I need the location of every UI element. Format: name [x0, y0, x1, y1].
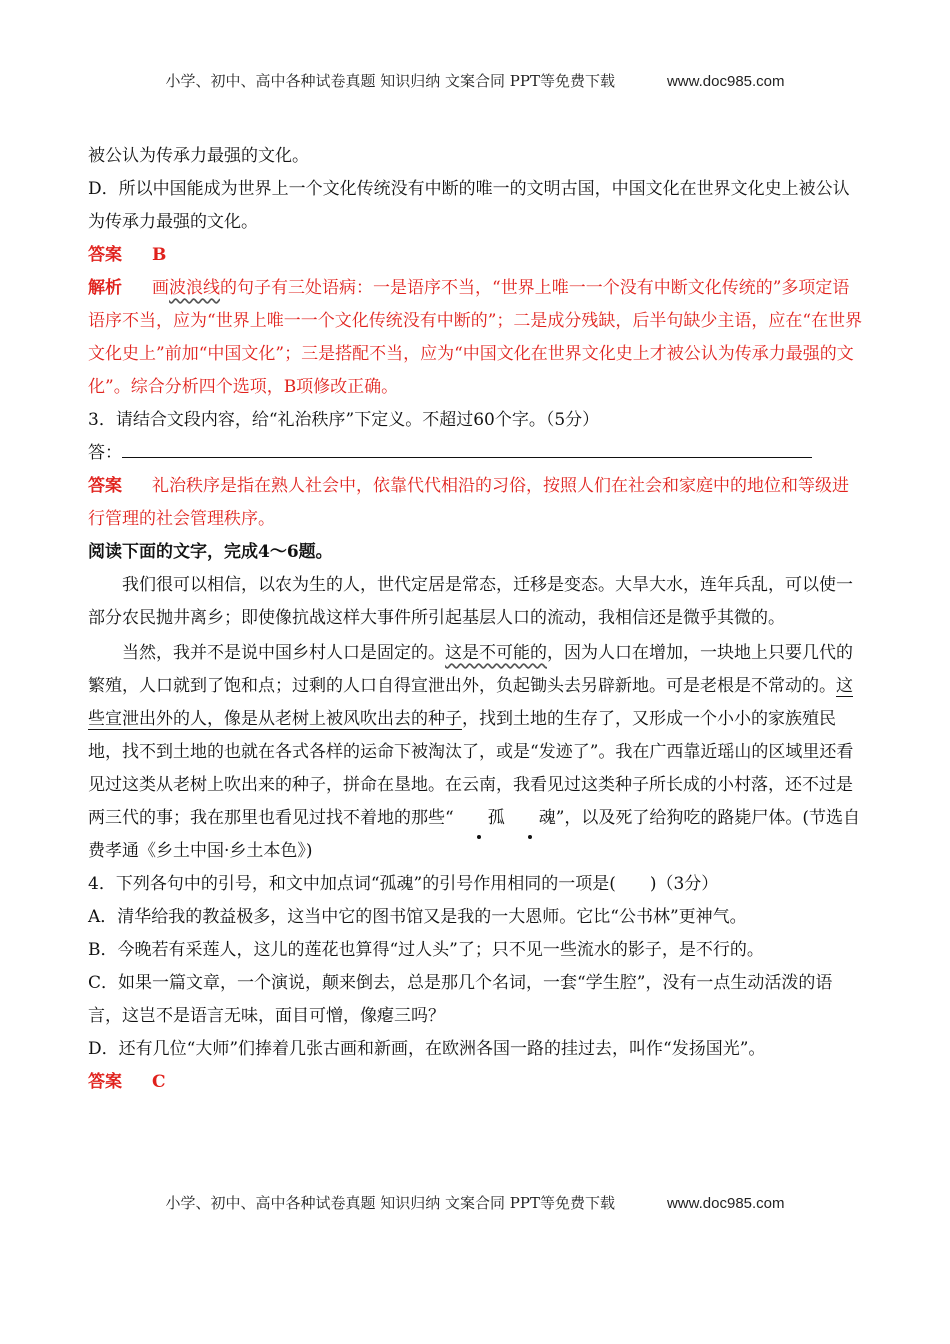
q4-option-d: D．还有几位“大师”们捧着几张古画和新画，在欧洲各国一路的挂过去，叫作“发扬国光”。: [88, 1039, 766, 1059]
reading-para-2: [88, 637, 864, 868]
q4-option-c: C．如果一篇文章，一个演说，颠来倒去，总是那几个名词，一套“学生腔”，没有一点生动活泼的语言，这岂不是语言无味，面目可憎，像瘪三吗？: [88, 973, 833, 1026]
para2-part-d: ”，以及死了给狗吃的路毙尸体。(节选自费孝通《乡土中国·乡土本色》): [88, 808, 861, 861]
analysis-text: 的句子有三处语病：一是语序不当，“世界上唯一一个没有中断文化传统的”多项定语语序不当，应为“世界上唯一一个文化传统没有中断的”；二是成分残缺，后半句缺少主语，应在“在世界文化史上”前加“中国文化”；三是搭配不当，应为“中国文化在世界文化史上才被公认为传承力最强的文化”。综合分析四个选项，B项修改正确。: [88, 278, 863, 397]
answer-blank[interactable]: [122, 437, 812, 458]
answer-text: 礼治秩序是指在熟人社会中，依靠代代相沿的习俗，按照人们在社会和家庭中的地位和等级进行管理的社会管理秩序。: [88, 476, 849, 529]
document-body: [88, 140, 864, 1099]
q2-option-c-tail: 被公认为传承力最强的文化。: [88, 146, 309, 166]
q2-analysis: [88, 272, 864, 404]
para2-part-b: ，因为人口在增加，一块地上只要几代的繁殖，人口就到了饱和点；过剩的人口自得宣泄出外，负起锄头去另辟新地。可是老根是不常动的。: [88, 643, 853, 696]
q2-option-d: D．所以中国能成为世界上一个文化传统没有中断的唯一的文明古国，中国文化在世界文化史上被公认为传承力最强的文化。: [88, 179, 850, 232]
q4-question: 4．下列各句中的引号，和文中加点词“孤魂”的引号作用相同的一项是( )（3分）: [88, 874, 719, 894]
analysis-pre: 画: [152, 278, 169, 298]
reading-instruction: 阅读下面的文字，完成4～6题。: [88, 542, 333, 562]
para2-underlined: 这些宣泄出外的人，像是从老树上被风吹出去的种子: [88, 676, 853, 729]
header-text: 小学、初中、高中各种试卷真题 知识归纳 文案合同 PPT等免费下载: [165, 72, 615, 90]
footer-site: www.doc985.com: [666, 1195, 785, 1212]
header-site: www.doc985.com: [666, 73, 785, 90]
answer-prefix: 答：: [88, 443, 122, 463]
para2-dotted-char-2: 魂: [505, 802, 556, 835]
answer-label: 答案: [88, 245, 122, 265]
para2-dotted-char-1: 孤: [454, 802, 505, 835]
para2-wavy: 这是不可能的: [445, 643, 547, 663]
answer-value: B: [152, 245, 167, 265]
analysis-wavy: 波浪线: [169, 278, 220, 298]
answer-label: 答案: [88, 1072, 122, 1092]
page-header: [0, 70, 950, 91]
q3-answer: [88, 470, 864, 536]
reading-para-1: 我们很可以相信，以农为生的人，世代定居是常态，迁移是变态。大旱大水，连年兵乱，可以使一部分农民抛井离乡；即使像抗战这样大事件所引起基层人口的流动，我相信还是微乎其微的。: [88, 575, 853, 628]
analysis-label: 解析: [88, 278, 122, 298]
q4-option-a: A．清华给我的教益极多，这当中它的图书馆又是我的一大恩师。它比“公书林”更神气。: [88, 907, 747, 927]
para2-part-a: 当然，我并不是说中国乡村人口是固定的。: [122, 643, 445, 663]
q3-question: 3．请结合文段内容，给“礼治秩序”下定义。不超过60个字。（5分）: [88, 410, 600, 430]
page-footer: [0, 1192, 950, 1213]
q4-option-b: B．今晚若有采莲人，这儿的莲花也算得“过人头”了；只不见一些流水的影子，是不行的。: [88, 940, 764, 960]
q4-answer: [88, 1066, 864, 1099]
footer-text: 小学、初中、高中各种试卷真题 知识归纳 文案合同 PPT等免费下载: [165, 1194, 615, 1212]
answer-label: 答案: [88, 476, 122, 496]
answer-value: C: [152, 1072, 166, 1092]
q2-answer: [88, 239, 864, 272]
q3-answer-line: [88, 437, 864, 470]
para2-part-c: ，找到土地的生存了，又形成一个小小的家族殖民地，找不到土地的也就在各式各样的运命下被淘汰了，或是“发迹了”。我在广西靠近瑶山的区域里还看见过这类从老树上吹出来的种子，拼命在垦地。在云南，我看见过这类种子所长成的小村落，还不过是两三代的事；我在那里也看见过找不着地的那些“: [88, 709, 854, 828]
